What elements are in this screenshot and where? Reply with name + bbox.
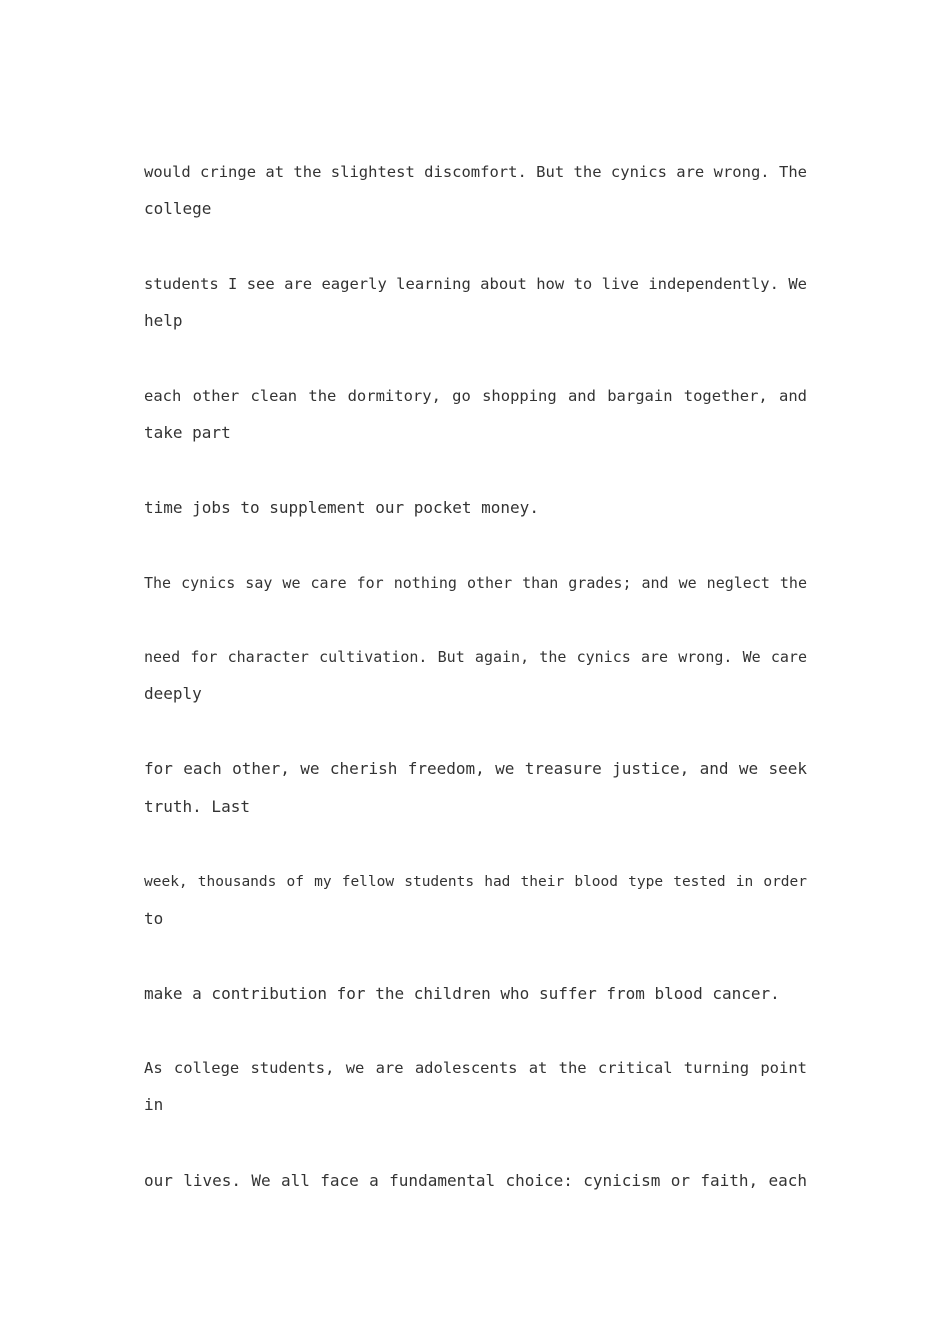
text-line: time jobs to supplement our pocket money. bbox=[144, 498, 539, 517]
text-line: As college students, we are adolescents at the critical turning point bbox=[144, 1059, 807, 1077]
text-line: would cringe at the slightest discomfort. But the cynics are wrong. The bbox=[144, 163, 807, 181]
text-line: deeply bbox=[144, 684, 202, 703]
text-line: make a contribution for the children who suffer from blood cancer. bbox=[144, 984, 780, 1003]
text-line: to bbox=[144, 909, 164, 928]
text-line: truth. Last bbox=[144, 797, 250, 816]
text-line: take part bbox=[144, 423, 231, 442]
text-line: need for character cultivation. But again, the cynics are wrong. We care bbox=[144, 648, 807, 666]
text-line: college bbox=[144, 199, 212, 218]
text-line: students I see are eagerly learning about how to live independently. We bbox=[144, 275, 807, 293]
text-line: each other clean the dormitory, go shopping and bargain together, and bbox=[144, 387, 807, 405]
text-line: week, thousands of my fellow students had their blood type tested in order bbox=[144, 874, 807, 890]
text-line: help bbox=[144, 311, 183, 330]
text-line: The cynics say we care for nothing other than grades; and we neglect the bbox=[144, 574, 807, 592]
text-line: in bbox=[144, 1095, 164, 1114]
text-line: for each other, we cherish freedom, we treasure justice, and we seek bbox=[144, 759, 807, 778]
text-line: our lives. We all face a fundamental choice: cynicism or faith, each bbox=[144, 1171, 807, 1190]
